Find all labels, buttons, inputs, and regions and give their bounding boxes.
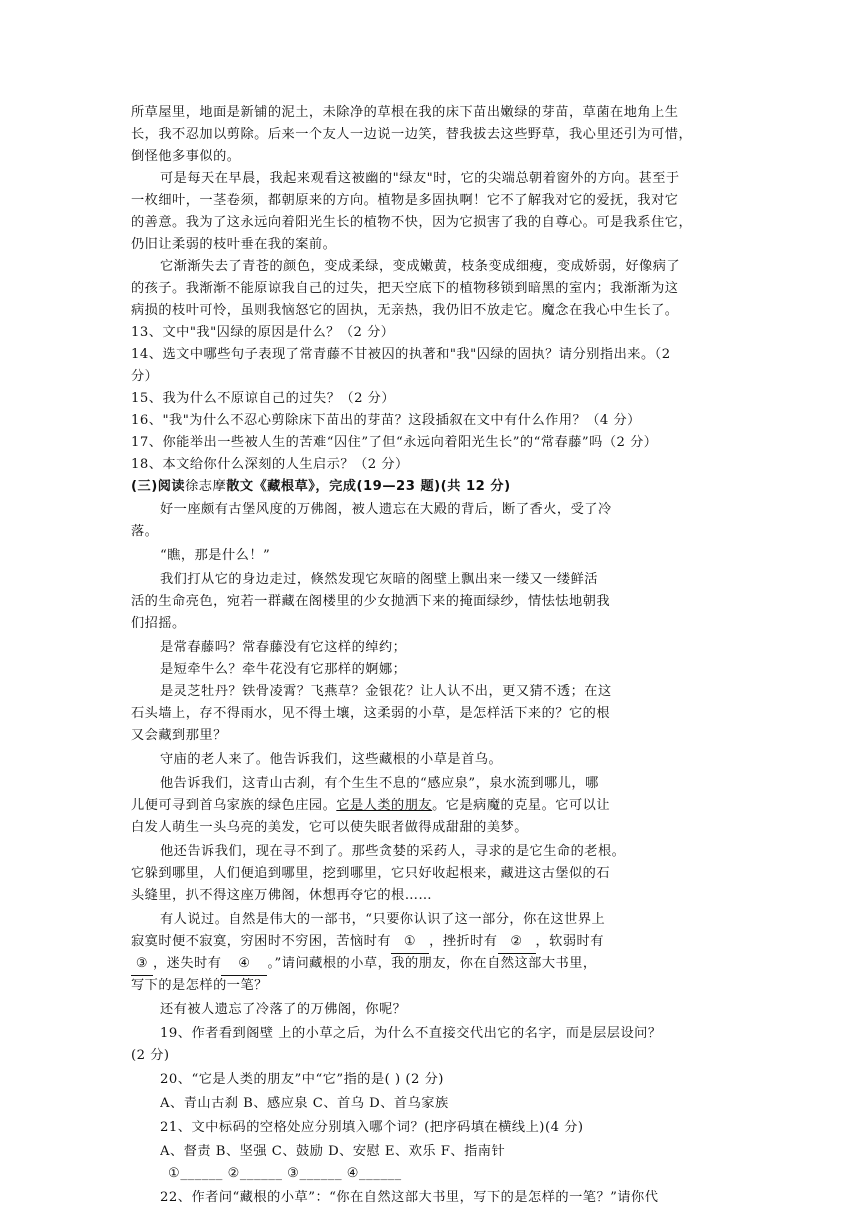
text-line: 头缝里，扒不得这座万佛阁，休想再夺它的根…… [131, 888, 433, 903]
text-line: 是常春藤吗？常春藤没有它这样的绰约； [160, 640, 407, 655]
question-15: 15、我为什么不原谅自己的过失？（2 分） [131, 391, 396, 406]
text-line: 它躲到哪里，人们便追到哪里，挖到哪里，它只好收起根来，藏进这古堡似的石 [131, 866, 611, 881]
section-heading [131, 476, 736, 498]
text-line: 可是每天在早晨，我起来观看这被幽的"绿友"时，它的尖端总朝着窗外的方向。甚至于 [160, 171, 680, 186]
text-line: 是灵芝牡丹？铁骨凌霄？飞燕草？金银花？让人认不出，更又猜不透；在这 [160, 684, 612, 699]
text-line: 白发人萌生一头乌亮的美发，它可以使失眠者做得成甜甜的美梦。 [131, 820, 528, 835]
text-line: 他告诉我们，这青山古刹，有个生生不息的“感应泉”，泉水流到哪儿，哪 [160, 776, 599, 791]
text-span: 儿便可寻到首乌家族的绿色庄园。 [131, 798, 337, 813]
question-20: 20、“它是人类的朋友”中“它”指的是( ) (2 分) [160, 1072, 444, 1087]
text-span: 。”请问藏根的小草，我的朋友，你在自然这部大书里， [267, 956, 597, 971]
question-21: 21、文中标码的空格处应分别填入哪个词？(把序码填在横线上)(4 分) [160, 1120, 584, 1135]
question-19: 19、作者看到阁壁 上的小草之后，为什么不直接交代出它的名字，而是层层设问？ [160, 1026, 662, 1041]
question-14: 14、选文中哪些句子表现了常青藤不甘被囚的执著和"我"囚绿的固执？请分别指出来。（2 [131, 347, 671, 362]
blank-3[interactable]: ③ [131, 953, 153, 976]
question-21-blanks[interactable]: ①______ ②______ ③______ ④______ [168, 1166, 402, 1181]
text-line: 写下的是怎样的一笔？ [131, 978, 268, 993]
text-line: 的孩子。我渐渐不能原谅我自己的过失，把天空底下的植物移锁到暗黑的室内；我渐渐为这 [131, 281, 679, 296]
blank-4[interactable]: ④ [221, 953, 267, 976]
text-span: 。它是病魔的克星。它可以让 [432, 798, 611, 813]
text-line [131, 931, 736, 954]
text-line: 又会藏到那里？ [131, 728, 227, 743]
text-line: 石头墙上，存不得雨水，见不得土壤，这柔弱的小草，是怎样活下来的？它的根 [131, 706, 611, 721]
question-14-cont: 分） [131, 369, 159, 384]
text-line: 有人说过。自然是伟大的一部书，“只要你认识了这一部分，你在这世界上 [160, 912, 606, 927]
section-author: 徐志摩 [185, 479, 227, 494]
text-line: 长，我不忍加以剪除。后来一个友人一边说一边笑，替我拔去这些野草，我心里还引为可惜， [131, 127, 693, 142]
text-line: 的善意。我为了这永远向着阳光生长的植物不快，因为它损害了我的自尊心。可是我系住它， [131, 215, 693, 230]
text-line: 所草屋里，地面是新铺的泥土，未除净的草根在我的床下苗出嫩绿的芽苗，草菌在地角上生 [131, 105, 679, 120]
question-20-options: A、青山古刹 B、感应泉 C、首乌 D、首乌家族 [160, 1096, 449, 1111]
section-instruction: 散文《藏根草》，完成(19—23 题)(共 12 分) [226, 479, 511, 494]
text-line: 病损的枝叶可怜，虽则我恼怒它的固执，无亲热，我仍旧不放走它。魔念在我心中生长了。 [131, 303, 679, 318]
section-label: (三)阅读 [131, 479, 186, 494]
text-line: 们招摇。 [131, 616, 186, 631]
underlined-phrase: 它是人类的朋友 [336, 798, 433, 813]
blank-1[interactable]: ① [391, 931, 429, 954]
text-line: 是短牵牛么？牵牛花没有它那样的婀娜； [160, 662, 407, 677]
text-line: 仍旧让柔弱的枝叶垂在我的案前。 [131, 237, 337, 252]
text-line: 还有被人遗忘了冷落了的万佛阁，你呢？ [160, 1002, 407, 1017]
text-line: 它渐渐失去了青苍的颜色，变成柔绿，变成嫩黄，枝条变成细瘦，变成娇弱，好像病了 [160, 259, 681, 274]
question-22: 22、作者问“藏根的小草”：“你在自然这部大书里，写下的是怎样的一笔？”请你代 [160, 1190, 659, 1205]
text-line: 一枚细叶，一茎卷须，都朝原来的方向。植物是多固执啊！它不了解我对它的爱抚，我对它 [131, 193, 679, 208]
text-line: 好一座颇有古堡风度的万佛阁，被人遗忘在大殿的背后，断了香火，受了冷 [160, 502, 612, 517]
text-line: 他还告诉我们，现在寻不到了。那些贪婪的采药人，寻求的是它生命的老根。 [160, 844, 626, 859]
text-span: ，挫折时有 [429, 934, 498, 949]
text-line: 倒怪他多事似的。 [131, 149, 241, 164]
text-line [131, 953, 736, 976]
question-18: 18、本文给你什么深刻的人生启示？（2 分） [131, 457, 409, 472]
text-line: 我们打从它的身边走过，倏然发现它灰暗的阁壁上飘出来一缕又一缕鲜活 [160, 572, 598, 587]
text-line: 守庙的老人来了。他告诉我们，这些藏根的小草是首乌。 [160, 752, 503, 767]
text-line: “瞧，那是什么！” [160, 548, 271, 563]
question-17: 17、你能举出一些被人生的苦难“囚住”了但“永远向着阳光生长”的“常春藤”吗（2 分） [131, 435, 658, 450]
text-line: 落。 [131, 524, 159, 539]
question-13: 13、文中"我"囚绿的原因是什么？（2 分） [131, 325, 395, 340]
text-line [131, 795, 736, 817]
text-span: ，迷失时有 [153, 956, 222, 971]
blank-2[interactable]: ② [498, 931, 536, 954]
question-19-cont: (2 分) [131, 1048, 170, 1063]
question-16: 16、"我"为什么不忍心剪除床下苗出的芽苗？这段插叙在文中有什么作用？（4 分） [131, 413, 641, 428]
text-span: ，软弱时有 [535, 934, 604, 949]
text-span: 寂寞时便不寂寞，穷困时不穷困，苦恼时有 [131, 934, 392, 949]
text-line: 活的生命亮色，宛若一群藏在阁楼里的少女抛洒下来的掩面绿纱，情怯怯地朝我 [131, 594, 611, 609]
question-21-options: A、督责 B、坚强 C、鼓励 D、安慰 E、欢乐 F、指南针 [160, 1144, 506, 1159]
